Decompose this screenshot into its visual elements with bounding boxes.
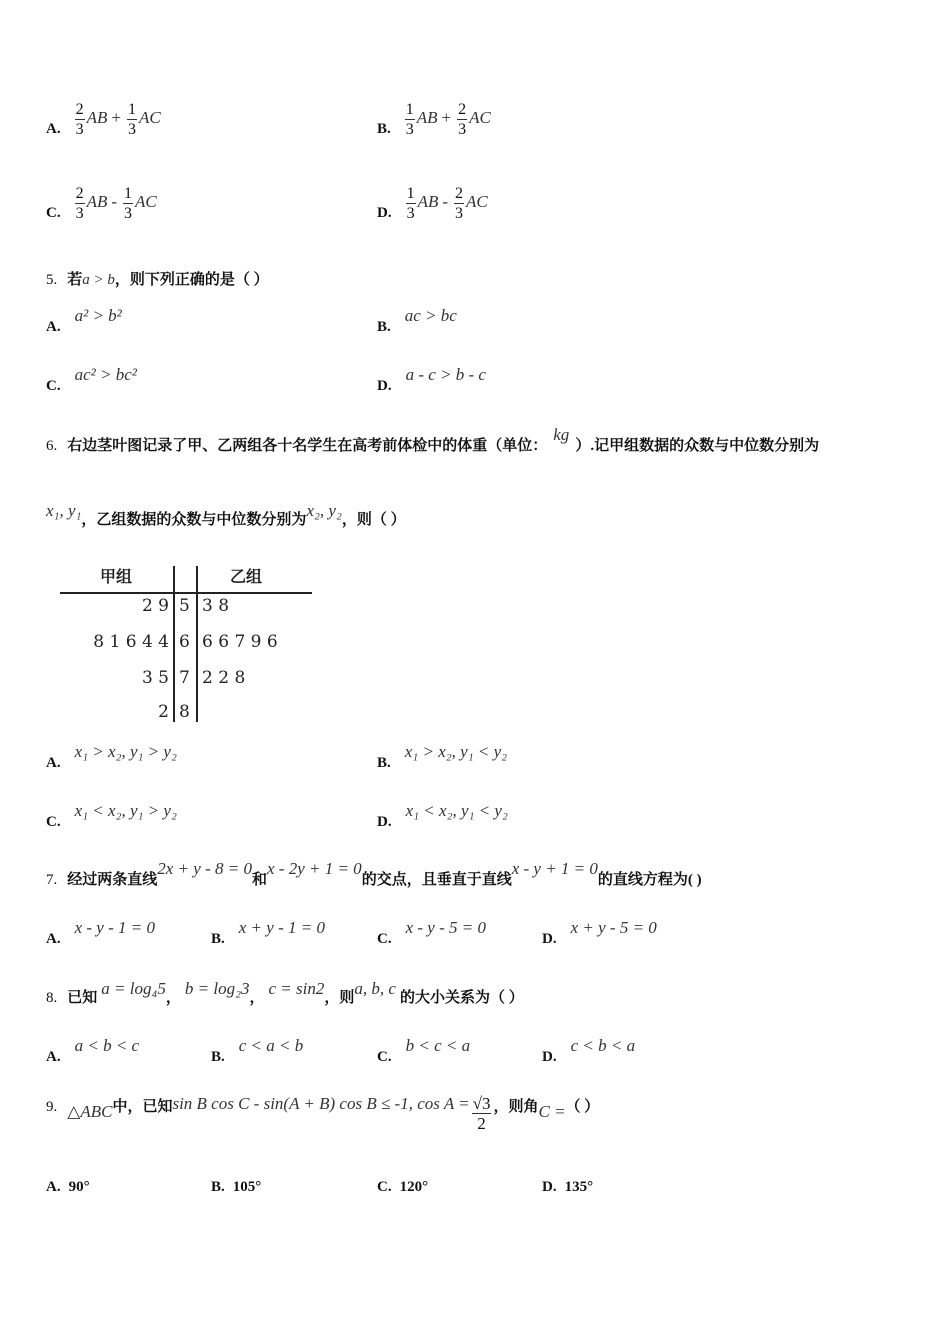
q8-option-a[interactable]: A. a < b < c [46, 1036, 140, 1065]
leaf-left-row3: 3 5 [141, 668, 169, 688]
q6-option-a[interactable]: A. x₁ > x₂, y₁ > y₂ [46, 742, 177, 771]
fraction: $\frac{2}{3}$ [75, 185, 84, 222]
q4-option-a[interactable] [46, 100, 161, 139]
header-group-b: 乙组 [230, 567, 263, 586]
leaf-right-row3: 2 2 8 [202, 668, 246, 688]
q7-option-c[interactable]: C. x - y - 5 = 0 [377, 918, 486, 947]
vector-term: AC [138, 108, 161, 128]
q5-option-d[interactable]: D. a - c > b - c [377, 365, 486, 394]
q6-option-b[interactable]: B. x₁ > x₂, y₁ < y₂ [377, 742, 508, 771]
q9-stem: 9. △ABC中，已知sin B cos C - sin(A + B) cos B ≤ -1, cos A = $\frac{√3}{2}$ ，则角C =（ ） [46, 1094, 600, 1133]
q5-option-a[interactable]: A. a² > b² [46, 306, 122, 335]
operator: - [111, 192, 118, 212]
q8-stem: 8. 已知 a = log₄5， b = log₂3， c = sin2，则a, b, c 的大小关系为（ ） [46, 979, 524, 1006]
stem-rule-right [196, 566, 198, 722]
q6-stem-line1: 6. 右边茎叶图记录了甲、乙两组各十名学生在高考前体检中的体重（单位：kg）.记甲组数据的众数与中位数分别为 [46, 425, 820, 454]
operator: + [111, 108, 121, 128]
fraction: $\frac{1}{3}$ [405, 101, 414, 138]
vector-term: AB [86, 192, 108, 212]
header-group-a: 甲组 [100, 567, 133, 586]
header-rule [60, 592, 312, 594]
fraction: $\frac{1}{3}$ [124, 185, 133, 222]
q6-option-c[interactable]: C. x₁ < x₂, y₁ > y₂ [46, 801, 177, 830]
vector-term: AB [416, 108, 438, 128]
fraction: $\frac{√3}{2}$ [472, 1094, 491, 1133]
leaf-left-row1: 2 9 [141, 596, 169, 616]
option-label: B. [377, 121, 391, 138]
q8-option-b[interactable]: B. c < a < b [211, 1036, 304, 1065]
q8-option-c[interactable]: C. b < c < a [377, 1036, 471, 1065]
stem-row4: 8 [179, 702, 190, 722]
vector-term: AC [469, 108, 491, 128]
stem-rule-left [173, 566, 175, 722]
operator: + [441, 108, 452, 128]
q9-option-c[interactable]: C. 120° [377, 1179, 429, 1195]
vector-term: AC [135, 192, 157, 212]
leaf-left-row4: 2 [158, 702, 169, 722]
q7-option-a[interactable]: A. x - y - 1 = 0 [46, 918, 155, 947]
q5-option-c[interactable]: C. ac² > bc² [46, 365, 137, 394]
vector-term: AB [86, 108, 108, 128]
q9-option-d[interactable]: D. 135° [542, 1179, 594, 1195]
q4-option-c[interactable] [46, 184, 157, 223]
q4-option-b[interactable] [377, 100, 491, 139]
q5-stem: 5. 若a > b，则下列正确的是（ ） [46, 272, 269, 288]
stem-row1: 5 [179, 596, 190, 616]
fraction: $\frac{2}{3}$ [455, 185, 464, 222]
fraction: $\frac{1}{3}$ [406, 185, 415, 222]
option-label: D. [377, 205, 392, 222]
fraction: $\frac{1}{3}$ [127, 101, 136, 138]
q7-option-d[interactable]: D. x + y - 5 = 0 [542, 918, 657, 947]
option-label: C. [46, 205, 61, 222]
leaf-right-row1: 3 8 [202, 596, 230, 616]
fraction: $\frac{2}{3}$ [75, 101, 84, 138]
q6-option-d[interactable]: D. x₁ < x₂, y₁ < y₂ [377, 801, 508, 830]
q7-stem: 7. 经过两条直线2x + y - 8 = 0和x - 2y + 1 = 0的交点，且垂直于直线x - y + 1 = 0的直线方程为( ) [46, 859, 702, 888]
stem-row2: 6 [179, 632, 190, 652]
q9-option-a[interactable]: A. 90° [46, 1179, 90, 1195]
leaf-right-row2: 6 6 7 9 6 [202, 632, 278, 652]
stem-and-leaf-plot [58, 552, 316, 727]
q4-option-d[interactable] [377, 184, 488, 223]
option-label: A. [46, 121, 61, 138]
leaf-left-row2: 8 1 6 4 4 [93, 632, 169, 652]
q5-option-b[interactable]: B. ac > bc [377, 306, 457, 335]
vector-term: AB [417, 192, 439, 212]
q6-stem-line2: x₁, y₁，乙组数据的众数与中位数分别为x₂, y₂，则（ ） [46, 501, 406, 528]
q8-option-d[interactable]: D. c < b < a [542, 1036, 636, 1065]
fraction: $\frac{2}{3}$ [458, 101, 467, 138]
operator: - [442, 192, 449, 212]
vector-term: AC [466, 192, 488, 212]
q9-option-b[interactable]: B. 105° [211, 1179, 262, 1195]
q7-option-b[interactable]: B. x + y - 1 = 0 [211, 918, 325, 947]
stem-row3: 7 [179, 668, 190, 688]
